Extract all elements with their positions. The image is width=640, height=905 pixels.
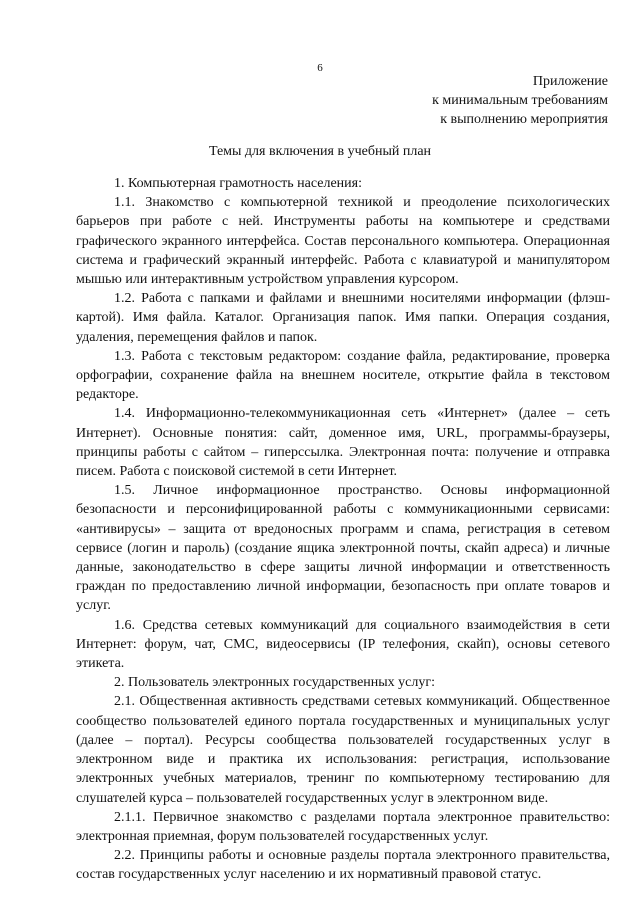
section-2-heading: 2. Пользователь электронных государственных услуг: [114, 675, 436, 691]
appendix-line-2: к минимальным требованиям [432, 93, 608, 108]
paragraph-1-1: 1.1. Знакомство с компьютерной техникой и преодоление психологических барьеров при работе с ней. Инструменты работы на компьютере и средствами графического экранного интерфейса. Состав персонального компьютера. Операционная система и графический экранный интерфейс. Работа с клавиатурой и манипулятором мышью или интерактивным устройством управления курсором. [76, 195, 610, 288]
appendix-line-3: к выполнению мероприятия [440, 112, 608, 127]
section-1-heading: 1. Компьютерная грамотность населения: [114, 176, 362, 191]
paragraph-2-2: 2.2. Принципы работы и основные разделы портала электронного правительства, состав государственных услуг населению и их нормативный правовой статус. [76, 848, 610, 883]
paragraph-2-1-1: 2.1.1. Первичное знакомство с разделами портала электронное правительство: электронная приемная, форум пользователей государственных услуг. [76, 809, 610, 844]
paragraph-1-5: 1.5. Личное информационное пространство. Основы информационной безопасности и персонифицированной работы с коммуникационными сервисами: «антивирусы» – защита от вредоносных программ и спама, регистрация в сетевом сервисе (логин и пароль) (создание ящика электронной почты, скайп адреса) и личные данные, законодательство в сфере защиты личной информации и ответственность граждан по предоставлению личной информации, безопасность при оплате товаров и услуг. [76, 483, 610, 614]
page-number: 6 [317, 62, 323, 74]
paragraph-1-4: 1.4. Информационно-телекоммуникационная сеть «Интернет» (далее – сеть Интернет). Основные понятия: сайт, доменное имя, URL, программы-браузеры, принципы работы с сайтом – гиперссылка. Электронная почта: получение и отправка писем. Работа с поисковой системой в сети Интернет. [76, 406, 610, 480]
paragraph-1-3: 1.3. Работа с текстовым редактором: создание файла, редактирование, проверка орфографии, сохранение файла на внешнем носителе, открытие файла в текстовом редакторе. [76, 348, 610, 403]
document-title: Темы для включения в учебный план [208, 144, 432, 159]
paragraph-2-1: 2.1. Общественная активность средствами сетевых коммуникаций. Общественное сообщество пользователей единого портала государственных и муниципальных услуг (далее – портал). Ресурсы сообщества пользователей государственных услуг в электронном виде и практика их использования: регистрация, использование электронных учебных материалов, тренинг по компьютерному тестированию для слушателей курса – пользователей государственных услуг в электронном виде. [76, 694, 610, 806]
document-body [76, 174, 610, 885]
appendix-line-1: Приложение [532, 74, 608, 89]
paragraph-1-6: 1.6. Средства сетевых коммуникаций для социального взаимодействия в сети Интернет: форум, чат, СМС, видеосервисы (IP телефония, скайп), основы сетевого этикета. [76, 617, 610, 672]
appendix-header [432, 72, 608, 129]
paragraph-1-2: 1.2. Работа с папками и файлами и внешними носителями информации (флэш-картой). Имя файла. Каталог. Организация папок. Имя папки. Операция создания, удаления, перемещения файлов и папок. [76, 291, 610, 345]
